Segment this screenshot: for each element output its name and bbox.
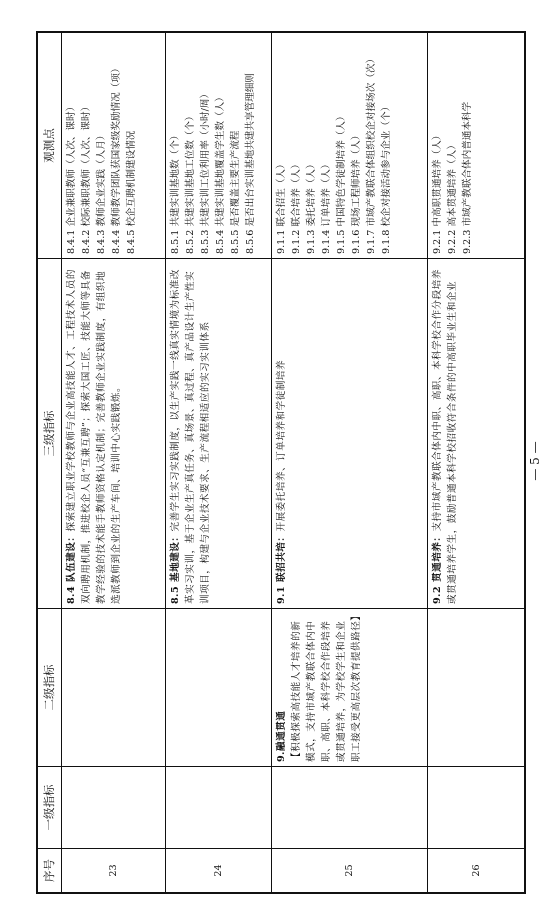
observation-point: 9.2.1 中高职贯通培养（人） [432,130,443,254]
header-level1: 一级指标 [38,766,61,848]
observation-cell [428,33,524,258]
table-row [428,33,524,892]
observation-cell [62,33,165,258]
level3-cell [272,258,427,608]
level1-cell [62,766,165,848]
observation-point: 8.5.4 共建实训基地覆盖学生数（人） [215,92,226,254]
level2-cell [62,608,165,766]
row-number: 25 [272,848,427,892]
observation-cell [272,33,427,258]
table-row [166,33,272,892]
observation-point: 8.4.3 教师企业实践（人月） [96,130,107,254]
level3-cell [166,258,271,608]
level3-title: 8.4 队伍建设： [66,531,77,604]
level3-title: 8.5 基地建设： [170,531,181,604]
level2-cell [272,608,427,766]
observation-point: 9.1.7 市域产教联合体组织校企对接场次（次） [366,53,377,254]
header-level3: 三级指标 [38,258,61,608]
observation-point: 9.1.3 委托培养（人） [306,159,317,254]
level1-cell [272,766,427,848]
observation-point: 8.5.2 共建实训基地工位数（个） [185,111,196,254]
observation-point: 9.1.4 订单培养（人） [321,159,332,254]
observation-point: 9.1.6 现场工程师培养（人） [351,130,362,254]
observation-point: 8.4.1 企业兼职教师（人次、课时） [66,101,77,254]
level2-title: 9.融通贯通 [276,710,287,762]
table-header-row [38,33,62,892]
header-observation: 观测点 [42,128,56,163]
observation-cell [166,33,271,258]
row-number: 24 [166,848,271,892]
observation-point: 9.1.1 联合招生（人） [276,159,287,254]
observation-point: 8.4.2 校际兼职教师（人次、课时） [81,101,92,254]
observation-point: 8.4.5 校企互聘机制建设情况 [126,130,137,254]
row-number: 23 [62,848,165,892]
indicator-table [36,31,526,894]
level1-cell [428,766,524,848]
level1-cell [166,766,271,848]
level3-title: 9.1 联招共培： [276,531,287,604]
level3-text: 开展委托培养、订单培养和学徒制培养 [276,359,287,532]
observation-point: 8.5.6 是否出台实训基地共建共享管理细则 [245,73,256,254]
observation-point: 9.1.8 校企对接活动参与企业（个） [381,101,392,254]
observation-point: 8.5.3 共建实训工位利用率（小时/周） [200,88,211,254]
table-row [272,33,428,892]
observation-point: 9.2.2 高本贯通培养（人） [447,140,458,254]
row-number: 26 [428,848,524,892]
level3-cell [62,258,165,608]
level3-cell [428,258,524,608]
level3-text: 探索建立职业学校教师与企业高技能人才、工程技术人员的双向聘用机制，推进校企人员“互兼互聘”；探索大国工匠、技能大师等具备教学经验的技术能手教师资格认定机制；完善教师企业实践制度，有组织地选派教师到企业的生产车间、培训中心实践锻炼。 [66,269,122,604]
header-no: 序号 [38,848,61,892]
level2-cell [166,608,271,766]
table-row [62,33,166,892]
level3-text: 完善学生实习实践制度，以生产实践一线真实情境为标准改革实习实训，基于企业生产真任务、真场景、真过程、真产品设计生产性实训项目，构建与企业技术要求、生产流程相适应的实习实训体系 [170,269,211,604]
level3-text: 支持市域产教联合体内中职、高职、本科学校合作分段培养或贯通培养学生，鼓励普通本科学校招收符合条件的中高职毕业生和企业 [432,269,458,604]
observation-point: 9.1.5 中国特色学徒制培养（人） [336,111,347,254]
page-number: — 5 — [528,441,542,481]
observation-point: 9.1.2 联合培养（人） [291,159,302,254]
header-level2: 二级指标 [38,608,61,766]
observation-point: 9.2.3 市域产教联合体内普通本科学 [462,101,473,254]
observation-point: 8.4.4 教师教学团队获国家级奖励情况（项） [111,63,122,254]
level2-text: 【积极探索高技能人才培养的新模式，支持市域产教联合体内中职、高职、本科学校合作段培养或贯通培养，为学校学生和企业职工接受更高层次教育提供路径】 [291,610,362,762]
level3-title: 9.2 贯通培养： [432,531,443,604]
observation-point: 8.5.5 是否覆盖主要生产流程 [230,130,241,254]
level2-cell [428,608,524,766]
observation-point: 8.5.1 共建实训基地数（个） [170,130,181,254]
